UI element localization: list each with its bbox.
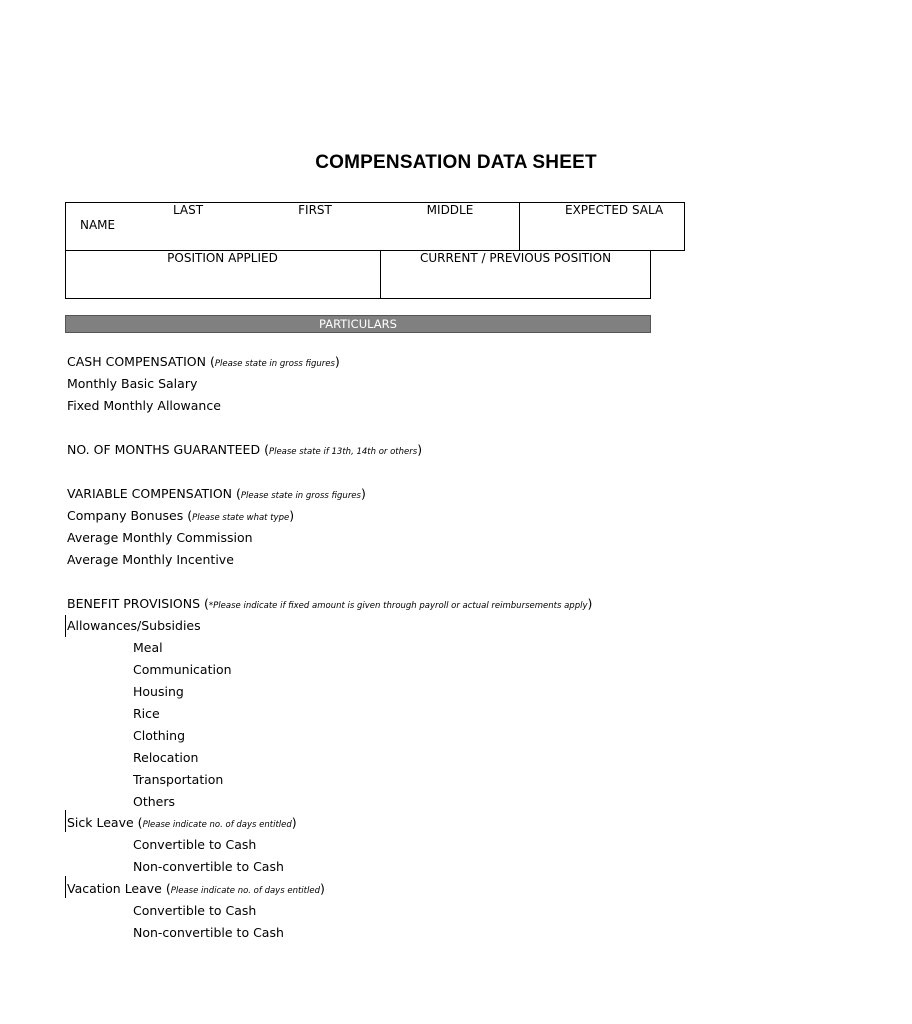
paren-open: ( — [204, 596, 209, 611]
avg-monthly-incentive-row: Average Monthly Incentive — [67, 552, 234, 567]
allowances-subsidies-row: Allowances/Subsidies — [67, 618, 201, 633]
avg-monthly-commission-row: Average Monthly Commission — [67, 530, 253, 545]
allowance-item-others: Others — [133, 794, 176, 809]
paren-open: ( — [187, 508, 193, 523]
vacation-leave-convertible: Convertible to Cash — [133, 903, 257, 918]
months-guaranteed-row — [67, 442, 422, 457]
vacation-leave-note: Please indicate no. of days entitled — [170, 886, 320, 896]
sick-leave-note: Please indicate no. of days entitled — [142, 820, 292, 830]
allowance-item-rice: Rice — [133, 706, 160, 721]
paren-close: ) — [360, 486, 366, 501]
cash-compensation-row — [67, 354, 340, 369]
paren-open: ( — [209, 354, 215, 369]
allowance-item-communication: Communication — [133, 662, 232, 677]
benefit-provisions-row — [67, 596, 592, 611]
name-row-divider — [519, 202, 520, 251]
page-title: COMPENSATION DATA SHEET — [315, 152, 597, 173]
sheet-left-border-2 — [65, 810, 66, 832]
paren-open: ( — [236, 486, 241, 501]
allowance-item-housing: Housing — [133, 684, 184, 699]
variable-compensation-row — [67, 486, 366, 501]
last-name-label: LAST — [172, 203, 204, 217]
middle-name-label: MIDDLE — [426, 203, 474, 217]
particulars-header — [65, 315, 651, 333]
months-guaranteed-note: Please state if 13th, 14th or others — [268, 447, 418, 457]
first-name-label: FIRST — [298, 203, 332, 217]
monthly-basic-salary-row: Monthly Basic Salary — [67, 376, 198, 391]
benefit-provisions-note: *Please indicate if fixed amount is given through payroll or actual reimbursements apply — [208, 601, 588, 611]
allowance-item-relocation: Relocation — [133, 750, 199, 765]
position-applied-label: POSITION APPLIED — [167, 251, 278, 265]
sheet-left-border — [65, 615, 66, 637]
variable-compensation-label: VARIABLE COMPENSATION — [67, 486, 233, 501]
paren-open: ( — [165, 881, 171, 896]
paren-close: ) — [334, 354, 340, 369]
sick-leave-row — [67, 815, 297, 830]
vacation-leave-label: Vacation Leave — [67, 881, 162, 896]
sheet-left-border-3 — [65, 876, 66, 898]
paren-close: ) — [417, 442, 423, 457]
allowance-item-meal: Meal — [133, 640, 163, 655]
vacation-leave-row — [67, 881, 325, 896]
particulars-header-text: PARTICULARS — [319, 317, 397, 331]
sick-leave-non-convertible: Non-convertible to Cash — [133, 859, 284, 874]
paren-close: ) — [289, 508, 295, 523]
benefit-provisions-label: BENEFIT PROVISIONS — [67, 596, 201, 611]
paren-close: ) — [319, 881, 325, 896]
current-previous-position-label: CURRENT / PREVIOUS POSITION — [419, 251, 612, 265]
cash-compensation-label: CASH COMPENSATION — [67, 354, 206, 369]
months-guaranteed-label: NO. OF MONTHS GUARANTEED — [67, 442, 261, 457]
company-bonuses-note: Please state what type — [192, 513, 290, 523]
sick-leave-convertible: Convertible to Cash — [133, 837, 257, 852]
expected-salary-label: EXPECTED SALA — [565, 203, 664, 217]
company-bonuses-label: Company Bonuses — [67, 508, 184, 523]
fixed-monthly-allowance-row: Fixed Monthly Allowance — [67, 398, 221, 413]
company-bonuses-row — [67, 508, 294, 523]
sick-leave-label: Sick Leave — [67, 815, 134, 830]
allowance-item-transportation: Transportation — [133, 772, 224, 787]
variable-compensation-note: Please state in gross figures — [240, 491, 361, 501]
vacation-leave-non-convertible: Non-convertible to Cash — [133, 925, 284, 940]
paren-close: ) — [587, 596, 593, 611]
allowance-item-clothing: Clothing — [133, 728, 186, 743]
cash-compensation-note: Please state in gross figures — [214, 359, 335, 369]
paren-open: ( — [264, 442, 269, 457]
name-label: NAME — [80, 218, 116, 232]
paren-close: ) — [291, 815, 297, 830]
paren-open: ( — [137, 815, 143, 830]
